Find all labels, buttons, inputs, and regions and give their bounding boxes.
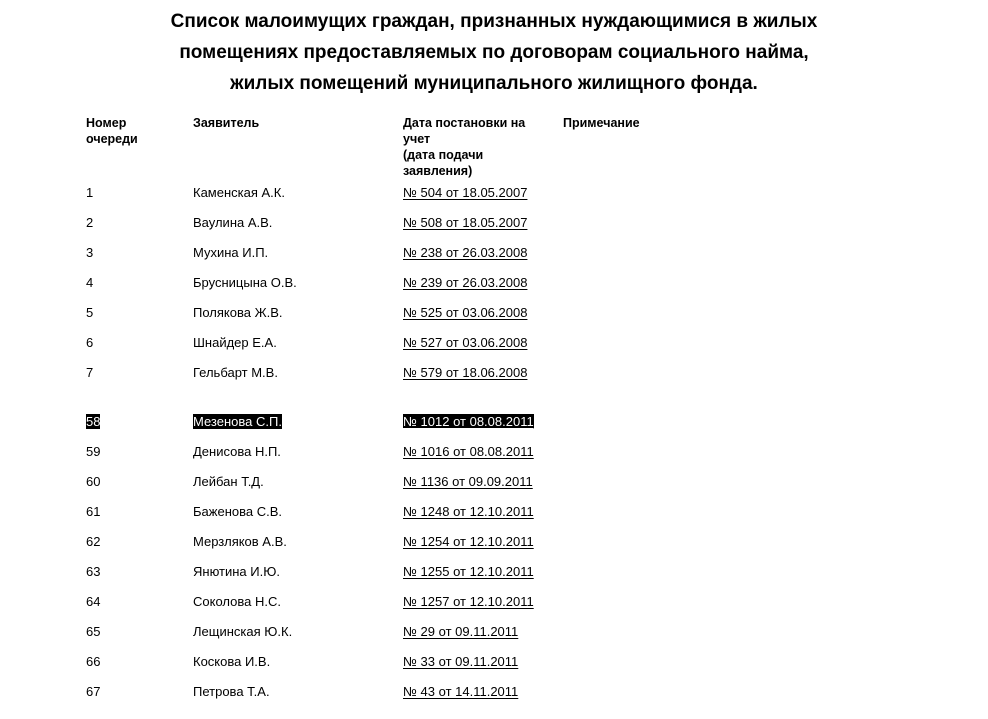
- applicant-text: Ваулина А.В.: [193, 215, 273, 230]
- applicant-text: Мухина И.П.: [193, 245, 269, 260]
- column-header-date-line1: Дата постановки на: [403, 116, 526, 130]
- column-header-number: [86, 115, 193, 185]
- table-row[interactable]: [86, 564, 763, 594]
- cell-applicant: [193, 215, 403, 245]
- table-row[interactable]: [86, 245, 763, 275]
- cell-note: [563, 504, 763, 534]
- cell-queue-number: [86, 654, 193, 684]
- cell-applicant: [193, 654, 403, 684]
- table-row[interactable]: [86, 474, 763, 504]
- registration-date-link[interactable]: № 43 от 14.11.2011: [403, 684, 519, 699]
- table-row[interactable]: [86, 654, 763, 684]
- cell-registration-date: [403, 245, 563, 275]
- table-row[interactable]: [86, 275, 763, 305]
- cell-queue-number: [86, 504, 193, 534]
- applicant-text: Баженова С.В.: [193, 504, 282, 519]
- cell-note: [563, 534, 763, 564]
- cell-applicant: [193, 594, 403, 624]
- queue-number-text: 4: [86, 275, 94, 290]
- cell-queue-number: [86, 684, 193, 714]
- queue-number-text: 61: [86, 504, 101, 519]
- column-header-date-line2: учет: [403, 132, 431, 146]
- cell-registration-date: [403, 335, 563, 365]
- cell-note: [563, 654, 763, 684]
- cell-registration-date: [403, 504, 563, 534]
- cell-applicant: [193, 414, 403, 444]
- cell-queue-number: [86, 564, 193, 594]
- applicant-text: Гельбарт М.В.: [193, 365, 278, 380]
- applicant-text: Коскова И.В.: [193, 654, 271, 669]
- queue-number-text: 59: [86, 444, 101, 459]
- table-row[interactable]: [86, 335, 763, 365]
- column-header-date: [403, 115, 563, 185]
- cell-note: [563, 335, 763, 365]
- cell-queue-number: [86, 245, 193, 275]
- applicant-text: Полякова Ж.В.: [193, 305, 283, 320]
- column-header-number-line1: Номер: [86, 116, 127, 130]
- queue-number-text: 7: [86, 365, 94, 380]
- cell-registration-date: [403, 684, 563, 714]
- cell-registration-date: [403, 594, 563, 624]
- table-row[interactable]: [86, 534, 763, 564]
- cell-queue-number: [86, 444, 193, 474]
- cell-queue-number: [86, 185, 193, 215]
- cell-note: [563, 414, 763, 444]
- cell-note: [563, 245, 763, 275]
- column-header-number-line2: очереди: [86, 132, 138, 146]
- cell-applicant: [193, 684, 403, 714]
- applicant-text: Шнайдер Е.А.: [193, 335, 277, 350]
- queue-table-wrap: [0, 99, 988, 714]
- queue-number-text: 64: [86, 594, 101, 609]
- registration-date-link[interactable]: № 1257 от 12.10.2011: [403, 594, 534, 609]
- registration-date-link[interactable]: № 525 от 03.06.2008: [403, 305, 528, 320]
- cell-note: [563, 305, 763, 335]
- registration-date-link[interactable]: № 239 от 26.03.2008: [403, 275, 528, 290]
- queue-number-text: 58: [86, 414, 101, 429]
- cell-queue-number: [86, 594, 193, 624]
- queue-number-text: 3: [86, 245, 94, 260]
- registration-date-link[interactable]: № 1254 от 12.10.2011: [403, 534, 534, 549]
- registration-date-link[interactable]: № 527 от 03.06.2008: [403, 335, 528, 350]
- cell-applicant: [193, 534, 403, 564]
- column-header-applicant: Заявитель: [193, 116, 260, 130]
- column-header-date-line3: (дата подачи: [403, 148, 484, 162]
- cell-note: [563, 594, 763, 624]
- applicant-text: Соколова Н.С.: [193, 594, 281, 609]
- table-row[interactable]: [86, 504, 763, 534]
- cell-note: [563, 444, 763, 474]
- page-title-line-3: жилых помещений муниципального жилищного фонда.: [230, 73, 758, 94]
- applicant-text: Янютина И.Ю.: [193, 564, 280, 579]
- table-header-row: [86, 115, 763, 185]
- cell-registration-date: [403, 305, 563, 335]
- table-row[interactable]: [86, 624, 763, 654]
- table-row[interactable]: [86, 594, 763, 624]
- cell-applicant: [193, 245, 403, 275]
- registration-date-link[interactable]: № 33 от 09.11.2011: [403, 654, 519, 669]
- queue-number-text: 63: [86, 564, 101, 579]
- cell-registration-date: [403, 624, 563, 654]
- cell-queue-number: [86, 534, 193, 564]
- queue-number-text: 5: [86, 305, 94, 320]
- cell-queue-number: [86, 624, 193, 654]
- registration-date-link[interactable]: № 1248 от 12.10.2011: [403, 504, 534, 519]
- queue-number-text: 65: [86, 624, 101, 639]
- cell-registration-date: [403, 275, 563, 305]
- table-head: [86, 115, 763, 185]
- cell-applicant: [193, 504, 403, 534]
- cell-registration-date: [403, 534, 563, 564]
- cell-registration-date: [403, 474, 563, 504]
- page-title: [0, 0, 988, 99]
- cell-note: [563, 684, 763, 714]
- cell-queue-number: [86, 414, 193, 444]
- applicant-text: Лещинская Ю.К.: [193, 624, 293, 639]
- registration-date-link[interactable]: № 1016 от 08.08.2011: [403, 444, 534, 459]
- cell-queue-number: [86, 215, 193, 245]
- cell-applicant: [193, 624, 403, 654]
- applicant-text: Мезенова С.П.: [193, 414, 282, 429]
- table-body: [86, 185, 763, 714]
- table-row[interactable]: [86, 185, 763, 215]
- registration-date-link[interactable]: № 1012 от 08.08.2011: [403, 414, 534, 429]
- queue-number-text: 6: [86, 335, 94, 350]
- table-row[interactable]: [86, 444, 763, 474]
- cell-note: [563, 564, 763, 594]
- cell-note: [563, 474, 763, 504]
- queue-table: [86, 115, 763, 714]
- queue-number-text: 60: [86, 474, 101, 489]
- registration-date-link[interactable]: № 1136 от 09.09.2011: [403, 474, 533, 489]
- queue-number-text: 66: [86, 654, 101, 669]
- queue-number-text: 67: [86, 684, 101, 699]
- applicant-text: Мерзляков А.В.: [193, 534, 287, 549]
- queue-number-text: 1: [86, 185, 94, 200]
- cell-applicant: [193, 305, 403, 335]
- cell-queue-number: [86, 305, 193, 335]
- registration-date-link[interactable]: № 29 от 09.11.2011: [403, 624, 519, 639]
- cell-queue-number: [86, 335, 193, 365]
- applicant-text: Брусницына О.В.: [193, 275, 297, 290]
- table-row[interactable]: [86, 414, 763, 444]
- cell-registration-date: [403, 414, 563, 444]
- page-title-line-1: Список малоимущих граждан, признанных нуждающимися в жилых: [170, 11, 818, 32]
- cell-queue-number: [86, 275, 193, 305]
- table-row[interactable]: [86, 365, 763, 395]
- registration-date-link[interactable]: № 508 от 18.05.2007: [403, 215, 528, 230]
- table-row-spacer-cell: [86, 395, 763, 414]
- cell-applicant: [193, 564, 403, 594]
- queue-number-text: 2: [86, 215, 94, 230]
- registration-date-link[interactable]: № 238 от 26.03.2008: [403, 245, 528, 260]
- cell-registration-date: [403, 444, 563, 474]
- registration-date-link[interactable]: № 1255 от 12.10.2011: [403, 564, 534, 579]
- column-header-note: Примечание: [563, 116, 640, 130]
- applicant-text: Лейбан Т.Д.: [193, 474, 264, 489]
- cell-note: [563, 365, 763, 395]
- cell-registration-date: [403, 564, 563, 594]
- cell-note: [563, 215, 763, 245]
- cell-applicant: [193, 275, 403, 305]
- cell-registration-date: [403, 365, 563, 395]
- cell-note: [563, 624, 763, 654]
- registration-date-link[interactable]: № 579 от 18.06.2008: [403, 365, 528, 380]
- column-header-date-line4: заявления): [403, 164, 473, 178]
- table-row[interactable]: [86, 215, 763, 245]
- cell-registration-date: [403, 185, 563, 215]
- cell-applicant: [193, 444, 403, 474]
- applicant-text: Денисова Н.П.: [193, 444, 281, 459]
- registration-date-link[interactable]: № 504 от 18.05.2007: [403, 185, 528, 200]
- cell-queue-number: [86, 365, 193, 395]
- table-row[interactable]: [86, 305, 763, 335]
- cell-applicant: [193, 365, 403, 395]
- table-row[interactable]: [86, 684, 763, 714]
- applicant-text: Петрова Т.А.: [193, 684, 270, 699]
- page-title-line-2: помещениях предоставляемых по договорам социального найма,: [179, 42, 809, 63]
- cell-queue-number: [86, 474, 193, 504]
- queue-number-text: 62: [86, 534, 101, 549]
- cell-note: [563, 275, 763, 305]
- cell-registration-date: [403, 215, 563, 245]
- applicant-text: Каменская А.К.: [193, 185, 285, 200]
- cell-applicant: [193, 335, 403, 365]
- cell-applicant: [193, 185, 403, 215]
- cell-note: [563, 185, 763, 215]
- cell-registration-date: [403, 654, 563, 684]
- table-row-spacer: [86, 395, 763, 414]
- cell-applicant: [193, 474, 403, 504]
